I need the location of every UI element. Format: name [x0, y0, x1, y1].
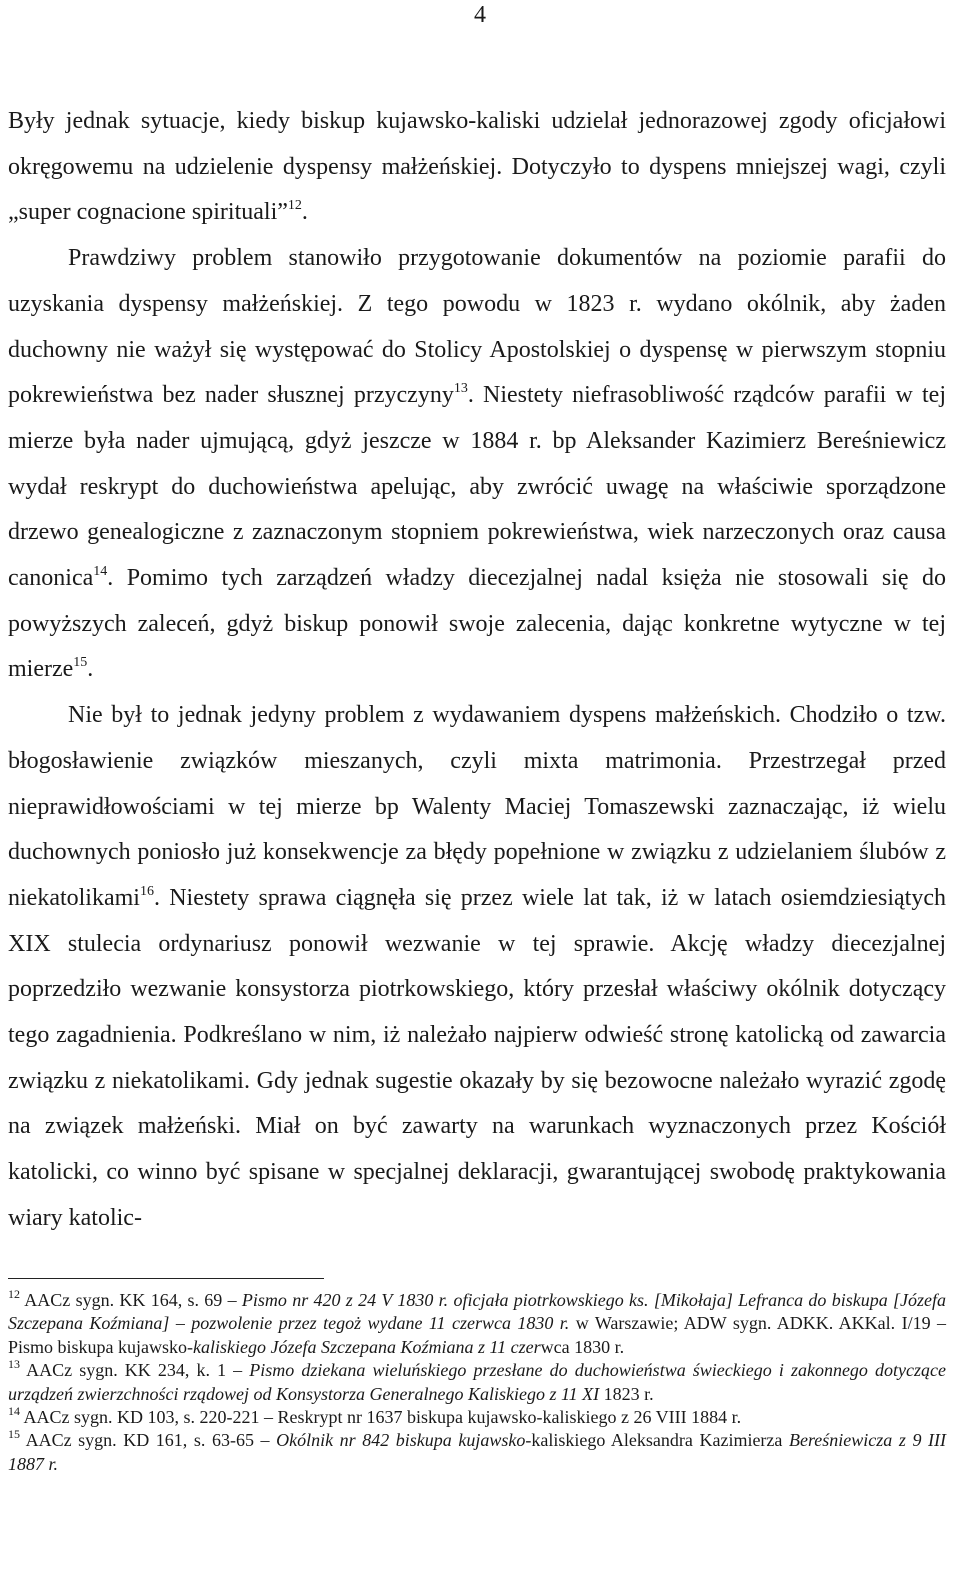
footnote-text-italic: Bereśniewicza z 9 III 1887 r.: [8, 1430, 946, 1474]
footnote-text: AACz sygn. KD 103, s. 220-221 – Reskrypt nr 1637 biskupa kujawsko-kaliskiego z 26 VIII 1884 r.: [20, 1407, 742, 1428]
footnote-ref-16[interactable]: 16: [139, 883, 154, 899]
paragraph-2: [8, 236, 946, 693]
footnotes: [8, 1289, 946, 1476]
paragraph-1: [8, 99, 946, 236]
paragraph-text: Były jednak sytuacje, kiedy biskup kujawsko-kaliski udzielał jednorazowej zgody oficjałowi okręgowemu na udzielenie dyspensy małżeńskiej. Dotyczyło to dyspens mniejszej wagi, czyli „super cognacione spirituali”: [8, 108, 946, 226]
footnote-text-italic: Okólnik nr 842 biskupa kujawsko-: [276, 1430, 532, 1451]
footnote-text: kaliskiego Aleksandra Kazimierza: [531, 1430, 789, 1451]
footnote-separator: [8, 1278, 324, 1279]
paragraph-text: . Niestety sprawa ciągnęła się przez wiele lat tak, iż w latach osiemdziesiątych XIX stulecia ordynariusz ponowił wezwanie w tej sprawie. Akcję władzy diecezjalnej poprzedziło wezwanie konsystorza piotrkowskiego, który przesłał właściwy okólnik dotyczący tego zagadnienia. Podkreślano w nim, iż należało najpierw odwieść stronę katolicką od zawarcia związku z niekatolikami. Gdy jednak sugestie okazały by się bezowocne należało wyrazić zgodę na związek małżeński. Miał on być zawarty na warunkach wyznaczonych przez Kościół katolicki, co winno być spisane w specjalnej deklaracji, gwarantującej swobodę praktykowania wiary katolic-: [8, 884, 946, 1231]
page-number: 4: [474, 2, 486, 28]
footnote-text-italic: Pismo nr 420 z 24 V 1830 r. oficjała piotrkowskiego ks. [Mikołaja] Lefranca do biskupa [Józefa Szczepana Koźmiana] – pozwolenie przez tegoż wydane 11 czerwca 1830 r.: [8, 1290, 946, 1334]
body-text: [8, 99, 946, 1242]
footnote-text: 1823 r.: [599, 1383, 654, 1404]
paragraph-text: .: [87, 656, 94, 683]
paragraph-text: .: [301, 199, 308, 226]
paragraph-text: Prawdziwy problem stanowiło przygotowanie dokumentów na poziomie parafii do uzyskania dyspensy małżeńskiej. Z tego powodu w 1823 r. wydano okólnik, aby żaden duchowny nie ważył się występować do Stolicy Apostolskiej o dyspensę w pierwszym stopniu pokrewieństwa bez nader słusznej przyczyny: [8, 245, 946, 409]
footnote-text: AACz sygn. KK 234, k. 1 –: [20, 1360, 250, 1381]
footnote-number: 13: [8, 1357, 20, 1372]
paragraph-text: . Pomimo tych zarządzeń władzy diecezjalnej nadal księża nie stosowali się do powyższych zaleceń, gdyż biskup ponowił swoje zalecenia, dając konkretne wytyczne w tej mierze: [8, 565, 946, 683]
paragraph-text: Nie był to jednak jedyny problem z wydawaniem dyspens małżeńskich. Chodziło o tzw. błogosławienie związków mieszanych, czyli mixta matrimonia. Przestrzegał przed nieprawidłowościami w tej mierze bp Walenty Maciej Tomaszewski zaznaczając, iż wielu duchownych poniosło już konsekwencje za błędy popełnione w związku z udzielaniem ślubów z niekatolikami: [8, 702, 946, 911]
footnote-text-italic: Pismo dziekana wieluńskiego przesłane do duchowieństwa świeckiego i zakonnego dotyczące urządzeń zwierzchności rządowej od Konsystorza Generalnego Kaliskiego z 11 XI: [8, 1360, 946, 1404]
footnote-13: [8, 1359, 946, 1406]
footnote-14: [8, 1406, 946, 1429]
paragraph-3: [8, 693, 946, 1241]
footnote-text: w Warszawie; ADW sygn. ADKK. AKKal. I/19 – Pismo biskupa kujawsko-: [8, 1313, 946, 1357]
footnote-ref-14[interactable]: 14: [93, 564, 108, 580]
footnote-number: 14: [8, 1404, 20, 1419]
footnote-text: AACz sygn. KD 161, s. 63-65 –: [20, 1430, 277, 1451]
footnote-number: 15: [8, 1427, 20, 1442]
footnote-ref-15[interactable]: 15: [73, 655, 88, 671]
footnote-text-italic: kaliskiego Józefa Szczepana Koźmiana z 11 czer: [193, 1336, 541, 1357]
footnote-number: 12: [8, 1287, 20, 1301]
footnote-ref-13[interactable]: 13: [453, 381, 468, 397]
footnote-text: AACz sygn. KK 164, s. 69 –: [20, 1290, 242, 1310]
footnote-15: [8, 1429, 946, 1476]
footnote-12: [8, 1289, 946, 1359]
paragraph-text: . Niestety niefrasobliwość rządców parafii w tej mierze była nader ujmującą, gdyż jeszcze w 1884 r. bp Aleksander Kazimierz Bereśniewicz wydał reskrypt do duchowieństwa apelując, aby zwrócić uwagę na właściwie sporządzone drzewo genealogiczne z zaznaczonym stopniem pokrewieństwa, wiek narzeczonych oraz causa canonica: [8, 382, 946, 592]
footnote-text: wca 1830 r.: [540, 1336, 625, 1357]
footnote-ref-12[interactable]: 12: [287, 198, 302, 214]
